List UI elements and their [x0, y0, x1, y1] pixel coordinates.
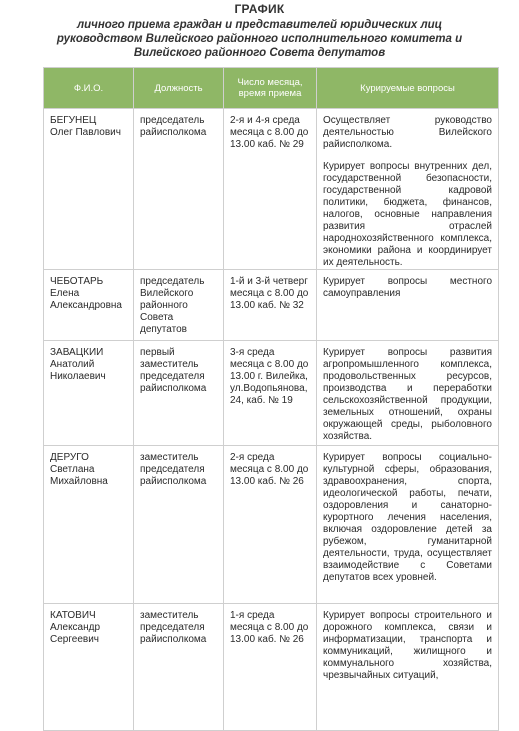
official-position: председатель Вилейского районного Совета депутатов	[134, 270, 224, 341]
table-header-row	[44, 68, 499, 109]
reception-schedule: 1-я среда месяца с 8.00 до 13.00 каб. № 26	[224, 604, 317, 731]
official-position: заместитель председателя райисполкома	[134, 446, 224, 604]
official-position: заместитель председателя райисполкома	[134, 604, 224, 731]
column-header-schedule: Число месяца, время приема	[224, 68, 317, 109]
official-position: первый заместитель председателя райисполкома	[134, 341, 224, 446]
table-row	[44, 341, 499, 446]
subtitle-line: Вилейского районного Совета депутатов	[133, 47, 386, 59]
column-header-position: Должность	[134, 68, 224, 109]
supervised-issues	[317, 446, 499, 604]
reception-schedule: 3-я среда месяца с 8.00 до 13.00 г. Вилейка, ул.Водопьянова, 24, каб. № 19	[224, 341, 317, 446]
table-row	[44, 270, 499, 341]
official-name: ЗАВАЦКИИ Анатолий Николаевич	[44, 341, 134, 446]
reception-schedule: 1-й и 3-й четверг месяца с 8.00 до 13.00 каб. № 32	[224, 270, 317, 341]
official-position: председатель райисполкома	[134, 109, 224, 270]
table-row	[44, 446, 499, 604]
column-header-name: Ф.И.О.	[44, 68, 134, 109]
official-name: БЕГУНЕЦ Олег Павлович	[44, 109, 134, 270]
reception-schedule: 2-я среда месяца с 8.00 до 13.00 каб. № 26	[224, 446, 317, 604]
official-name: КАТОВИЧ Александр Сергеевич	[44, 604, 134, 731]
issues-paragraph: Курирует вопросы внутренних дел, государственной безопасности, государственной кадровой политики, бюджета, финансов, налогов, основные направления развития отраслей народнохозяйственного комплекса, экономики района и координирует их деятельность.	[323, 161, 492, 268]
supervised-issues	[317, 270, 499, 341]
supervised-issues	[317, 341, 499, 446]
reception-schedule: 2-я и 4-я среда месяца с 8.00 до 13.00 каб. № 29	[224, 109, 317, 270]
issues-paragraph: Курирует вопросы развития агропромышленного комплекса, продовольственных ресурсов, производства и переработки сельскохозяйственной продукции, земельных отношений, охраны окружающей среды, рыболовного хозяйства.	[323, 347, 492, 442]
issues-paragraph: Курирует вопросы строительного и дорожного комплекса, связи и информатизации, транспорта и коммуникаций, жилищного и коммунального хозяйства, чрезвычайных ситуаций,	[323, 610, 492, 681]
table-row	[44, 109, 499, 270]
schedule-table	[43, 67, 499, 731]
issues-paragraph: Курирует вопросы местного самоуправления	[323, 276, 492, 299]
official-name: ДЕРУГО Светлана Михайловна	[44, 446, 134, 604]
supervised-issues	[317, 109, 499, 270]
document-title: ГРАФИК	[234, 2, 285, 16]
official-name: ЧЕБОТАРЬ Елена Александровна	[44, 270, 134, 341]
table-row	[44, 604, 499, 731]
issues-paragraph: Курирует вопросы социально-культурной сферы, образования, здравоохранения, спорта, идеологической работы, печати, оздоровления и санаторно-курортного лечения населения, включая оздоровление детей за рубежом, гуманитарной деятельности, труда, осуществляет взаимодействие с Советами депутатов всех уровней.	[323, 452, 492, 583]
document-subtitle	[0, 18, 519, 60]
column-header-issues: Курируемые вопросы	[317, 68, 499, 109]
supervised-issues	[317, 604, 499, 731]
subtitle-line: личного приема граждан и представителей юридических лиц	[76, 19, 443, 31]
issues-paragraph: Осуществляет руководство деятельностью Вилейского райисполкома.	[323, 115, 492, 150]
subtitle-line: руководством Вилейского районного исполнительного комитета и	[56, 33, 463, 45]
